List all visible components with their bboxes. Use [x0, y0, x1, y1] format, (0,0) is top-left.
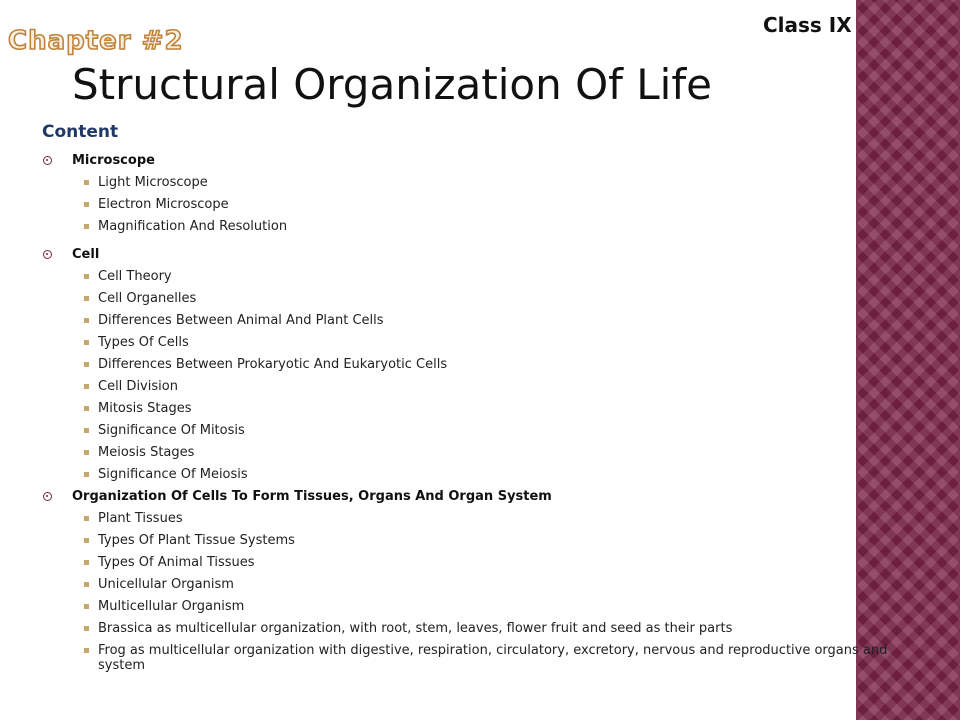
item-label: Light Microscope — [98, 175, 208, 190]
square-bullet-icon — [84, 626, 89, 631]
list-item — [98, 640, 888, 677]
list-item — [98, 442, 900, 464]
item-label: Frog as multicellular organization with digestive, respiration, circulatory, excretory, nervous and reproductive organs and system — [98, 643, 888, 673]
slide-title: Structural Organization Of Life — [72, 60, 712, 109]
section-label: Cell — [72, 247, 100, 262]
list-item — [98, 464, 900, 486]
section-heading — [72, 486, 900, 508]
square-bullet-icon — [84, 538, 89, 543]
content-heading: Content — [42, 122, 119, 142]
circle-bullet-icon — [43, 156, 52, 165]
list-item — [98, 310, 900, 332]
item-label: Cell Theory — [98, 269, 172, 284]
item-label: Types Of Animal Tissues — [98, 555, 255, 570]
item-label: Types Of Plant Tissue Systems — [98, 533, 295, 548]
list-item — [98, 172, 900, 194]
square-bullet-icon — [84, 516, 89, 521]
content-outline — [0, 150, 900, 677]
circle-bullet-icon — [43, 250, 52, 259]
list-item — [98, 530, 900, 552]
item-label: Differences Between Prokaryotic And Eukaryotic Cells — [98, 357, 448, 372]
list-item — [98, 618, 888, 640]
item-label: Differences Between Animal And Plant Cells — [98, 313, 384, 328]
item-label: Cell Division — [98, 379, 178, 394]
list-item — [98, 398, 900, 420]
list-item — [98, 194, 900, 216]
list-item — [98, 574, 900, 596]
section-label: Microscope — [72, 153, 155, 168]
item-label: Electron Microscope — [98, 197, 229, 212]
item-label: Plant Tissues — [98, 511, 183, 526]
item-label: Magnification And Resolution — [98, 219, 288, 234]
square-bullet-icon — [84, 582, 89, 587]
item-label: Mitosis Stages — [98, 401, 192, 416]
list-item — [98, 420, 900, 442]
list-item — [98, 376, 900, 398]
square-bullet-icon — [84, 224, 89, 229]
item-label: Multicellular Organism — [98, 599, 245, 614]
section-label: Organization Of Cells To Form Tissues, Organs And Organ System — [72, 489, 552, 504]
square-bullet-icon — [84, 202, 89, 207]
item-label: Types Of Cells — [98, 335, 189, 350]
square-bullet-icon — [84, 648, 89, 653]
square-bullet-icon — [84, 362, 89, 367]
item-label: Cell Organelles — [98, 291, 197, 306]
square-bullet-icon — [84, 428, 89, 433]
section-heading — [72, 150, 900, 172]
square-bullet-icon — [84, 560, 89, 565]
item-label: Significance Of Meiosis — [98, 467, 248, 482]
square-bullet-icon — [84, 472, 89, 477]
chapter-label: Chapter #2 — [8, 26, 184, 56]
item-label: Brassica as multicellular organization, with root, stem, leaves, flower fruit and seed as their parts — [98, 621, 733, 636]
class-label: Class IX — [763, 13, 852, 37]
list-item — [98, 288, 900, 310]
item-label: Unicellular Organism — [98, 577, 234, 592]
square-bullet-icon — [84, 296, 89, 301]
square-bullet-icon — [84, 274, 89, 279]
list-item — [98, 596, 900, 618]
square-bullet-icon — [84, 384, 89, 389]
list-item — [98, 354, 900, 376]
circle-bullet-icon — [43, 492, 52, 501]
section-heading — [72, 244, 900, 266]
square-bullet-icon — [84, 450, 89, 455]
square-bullet-icon — [84, 604, 89, 609]
list-item — [98, 508, 900, 530]
item-label: Significance Of Mitosis — [98, 423, 245, 438]
square-bullet-icon — [84, 180, 89, 185]
item-label: Meiosis Stages — [98, 445, 195, 460]
square-bullet-icon — [84, 340, 89, 345]
list-item — [98, 216, 900, 238]
list-item — [98, 332, 900, 354]
square-bullet-icon — [84, 318, 89, 323]
list-item — [98, 266, 900, 288]
list-item — [98, 552, 900, 574]
square-bullet-icon — [84, 406, 89, 411]
